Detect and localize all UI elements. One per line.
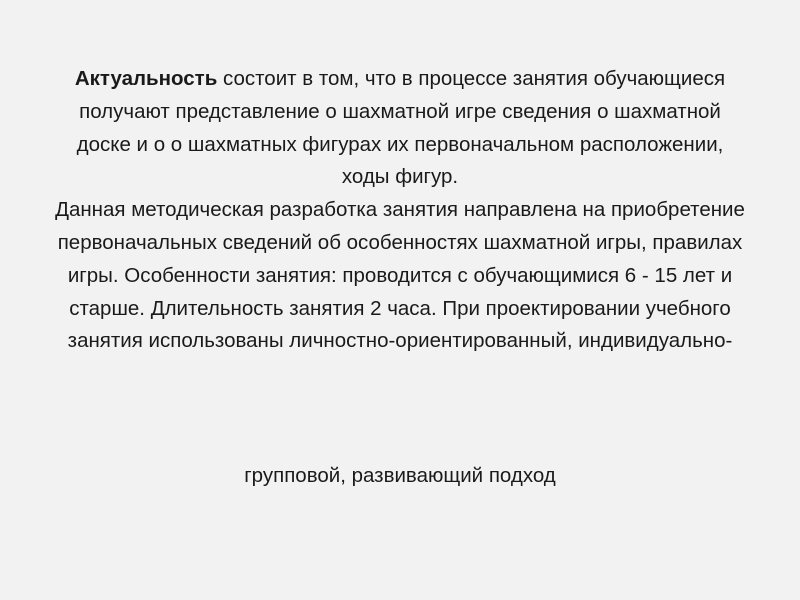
paragraph-approach: групповой, развивающий подход (244, 464, 556, 487)
paragraph-description: Данная методическая разработка занятия направлена на приобретение первоначальных сведений об особенностях шахматной игры, правилах игры. Особенности занятия: проводится с обучающимися 6 - 15 лет и старше. Длительность занятия 2 часа. При проектировании учебного занятия использованы личностно-ориентированный, индивидуально- (55, 198, 745, 353)
slide-text (50, 63, 750, 358)
paragraph-relevance (50, 63, 750, 194)
relevance-text: состоит в том, что в процессе занятия обучающиеся получают представление о шахматной игре сведения о шахматной доске и о о шахматных фигурах их первоначальном расположении, ходы фигур. (76, 67, 726, 189)
relevance-heading: Актуальность (74, 67, 218, 90)
